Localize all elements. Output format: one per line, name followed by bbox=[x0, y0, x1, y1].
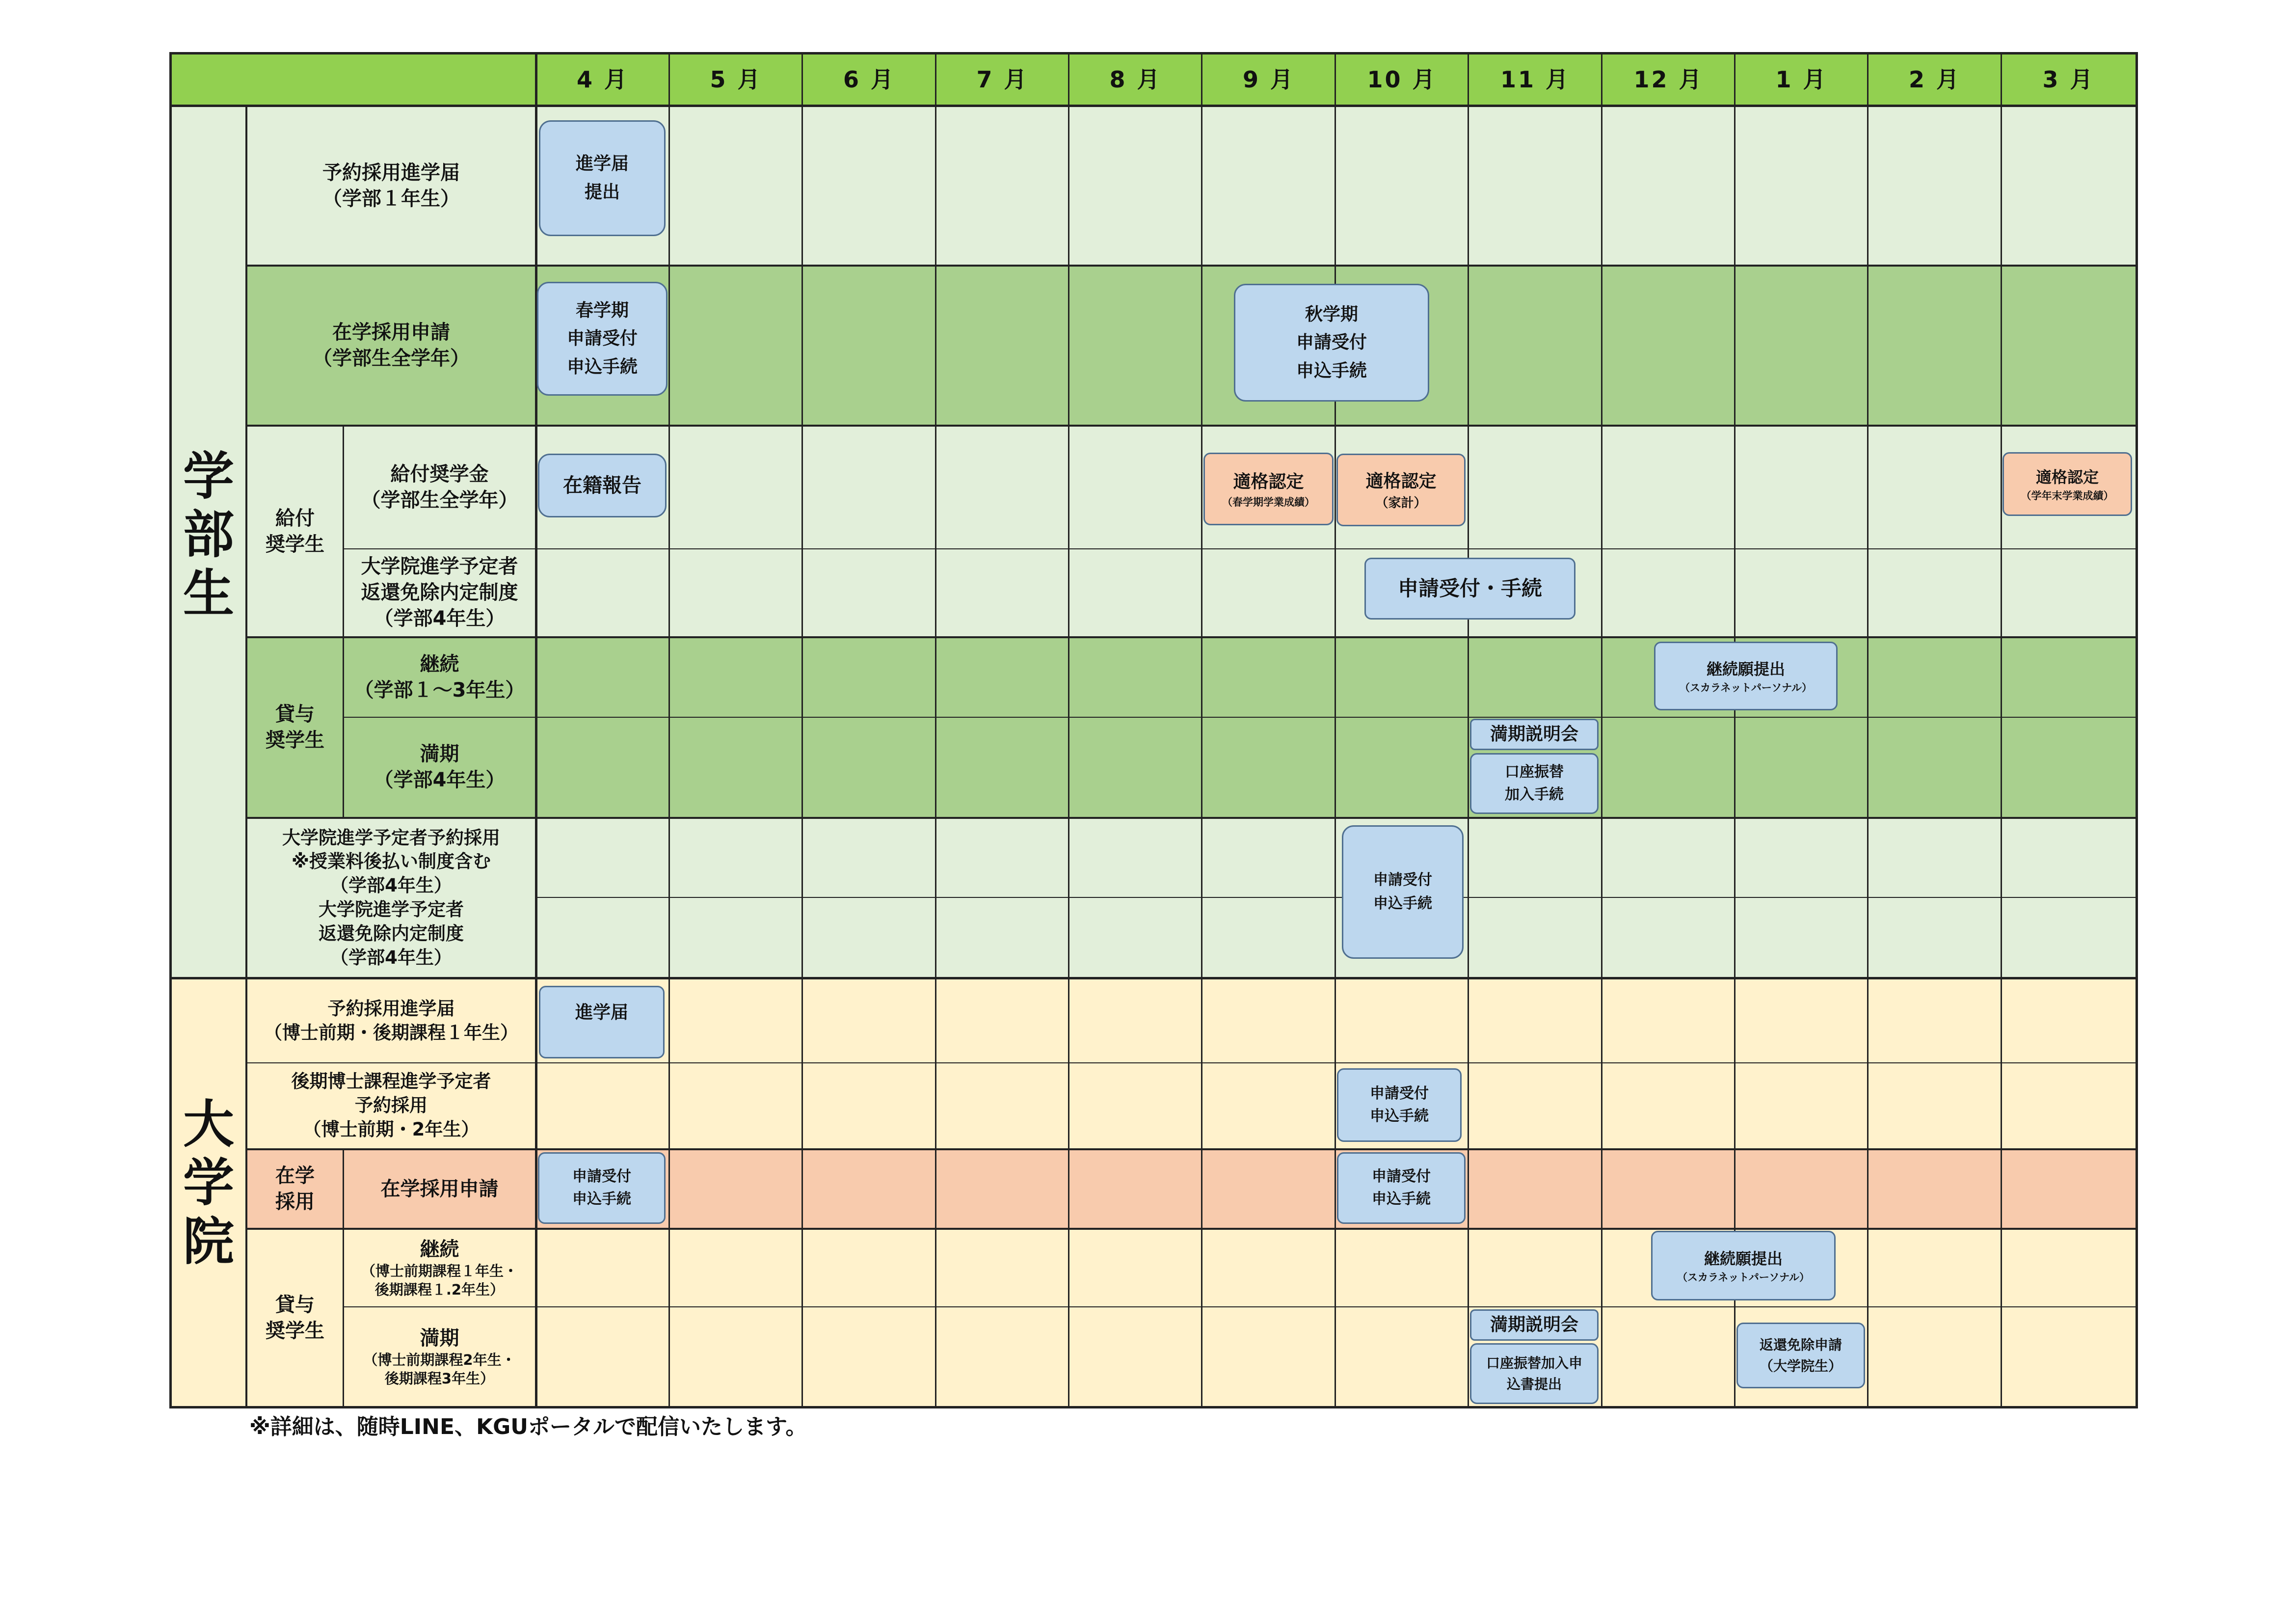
event-keizoku-grad bbox=[1651, 1231, 1836, 1300]
month-header: 1 月 bbox=[1775, 66, 1828, 93]
event-tekikaku-spring bbox=[1203, 453, 1334, 525]
event-shingaku-todoke-apr: 進学届 提出 bbox=[539, 120, 666, 236]
month-header: 6 月 bbox=[843, 66, 896, 93]
row-label-ug-zaigaku: 在学採用申請 （学部生全学年） bbox=[313, 321, 470, 370]
event-keizoku-ug-title: 継続願提出 bbox=[1706, 659, 1785, 678]
row-label-ug-manki: 満期 （学部4年生） bbox=[374, 743, 506, 791]
row-label-g-keizoku-sub: （博士前期課程１年生・ 後期課程１.2年生） bbox=[361, 1263, 518, 1298]
row-label-g-keizoku-title: 継続 bbox=[420, 1238, 459, 1261]
grid-line bbox=[1734, 53, 1735, 1407]
section-label-grad: 大 学 院 bbox=[183, 1094, 234, 1272]
event-tekikaku-kakei-title: 適格認定 bbox=[1365, 471, 1437, 492]
event-manki-setsumeikai-grad: 満期説明会 bbox=[1470, 1309, 1599, 1341]
row-label-g-kouki: 後期博士課程進学予定者 予約採用 （博士前期・2年生） bbox=[291, 1071, 491, 1140]
grid-line bbox=[536, 897, 2137, 898]
row-label-ug-gs-yoyaku: 大学院進学予定者予約採用 ※授業料後払い制度含む （学部4年生） 大学院進学予定者 返還免除内定制度 （学部4年生） bbox=[282, 827, 500, 968]
event-keizoku-grad-sub: （スカラネットパーソナル） bbox=[1677, 1272, 1810, 1284]
event-koza-furikae-ug: 口座振替 加入手続 bbox=[1470, 753, 1599, 814]
event-keizoku-ug bbox=[1654, 642, 1838, 710]
group-label-taiyo-grad: 貸与 奨学生 bbox=[266, 1293, 324, 1342]
grid-right-border bbox=[2136, 52, 2138, 1408]
month-header: 8 月 bbox=[1109, 66, 1162, 93]
month-header: 11 月 bbox=[1500, 66, 1571, 93]
grid-line bbox=[668, 53, 670, 1407]
row-label-g-manki-title: 満期 bbox=[420, 1326, 459, 1350]
event-henkan-menjo: 返還免除申請 （大学院生） bbox=[1736, 1323, 1865, 1388]
event-zaigaku-grad-oct: 申請受付 申込手続 bbox=[1337, 1152, 1466, 1224]
event-tekikaku-kakei bbox=[1336, 454, 1466, 526]
event-shinsei-tetsuzuki: 申請受付・手続 bbox=[1364, 558, 1575, 620]
row-label-g-zaigaku: 在学採用申請 bbox=[380, 1177, 499, 1200]
section-label-undergrad: 学 部 生 bbox=[183, 446, 234, 623]
event-keizoku-ug-sub: （スカラネットパーソナル） bbox=[1679, 682, 1813, 694]
month-header: 3 月 bbox=[2042, 66, 2095, 93]
event-zaigaku-grad-apr: 申請受付 申込手続 bbox=[538, 1152, 666, 1224]
event-autumn-application: 秋学期 申請受付 申込手続 bbox=[1234, 284, 1429, 402]
row-label-ug-keizoku: 継続 （学部１～3年生） bbox=[354, 653, 525, 702]
row-label-g-manki bbox=[344, 1307, 535, 1406]
event-koza-furikae-grad: 口座振替加入申 込書提出 bbox=[1470, 1343, 1599, 1404]
row-label-ug-yoyaku: 予約採用進学届 （学部１年生） bbox=[322, 161, 460, 210]
grid-line bbox=[801, 53, 803, 1407]
row-label-ug-kyufu-grad: 大学院進学予定者 返還免除内定制度 （学部4年生） bbox=[361, 555, 518, 630]
month-header: 4 月 bbox=[576, 66, 629, 93]
event-kouki-application: 申請受付 申込手続 bbox=[1337, 1068, 1462, 1142]
event-ug-grad-school-application: 申請受付 申込手続 bbox=[1342, 825, 1464, 959]
group-label-kyufu: 給付 奨学生 bbox=[266, 507, 324, 556]
event-spring-application: 春学期 申請受付 申込手続 bbox=[537, 282, 667, 396]
grid-line bbox=[1468, 53, 1469, 1407]
grid-bottom-border bbox=[170, 1406, 2137, 1408]
footnote: ※詳細は、随時LINE、KGUポータルで配信いたします。 bbox=[249, 1414, 807, 1439]
event-keizoku-grad-title: 継続願提出 bbox=[1704, 1249, 1783, 1268]
month-header: 12 月 bbox=[1633, 66, 1704, 93]
grid-line bbox=[1201, 53, 1202, 1407]
grid-line bbox=[1867, 53, 1869, 1407]
event-shingaku-todoke-grad: 進学届 bbox=[539, 986, 665, 1058]
month-header: 5 月 bbox=[710, 66, 762, 93]
event-tekikaku-yearend-sub: （学年末学業成績） bbox=[2021, 490, 2114, 502]
grid-line bbox=[2001, 53, 2002, 1407]
event-zaiseki-houkoku: 在籍報告 bbox=[538, 454, 667, 517]
event-tekikaku-spring-sub: （春学期学業成績） bbox=[1222, 496, 1315, 509]
row-label-g-keizoku bbox=[344, 1230, 535, 1306]
grid-line bbox=[935, 53, 936, 1407]
event-tekikaku-yearend-title: 適格認定 bbox=[2035, 467, 2099, 487]
group-label-zaigaku-grad: 在学 採用 bbox=[275, 1164, 315, 1213]
month-header: 7 月 bbox=[976, 66, 1029, 93]
row-label-g-manki-sub: （博士前期課程2年生・ 後期課程3年生） bbox=[363, 1351, 516, 1387]
grid-line bbox=[1068, 53, 1069, 1407]
grid-line bbox=[1335, 53, 1336, 1407]
grid-line bbox=[1601, 53, 1602, 1407]
event-tekikaku-yearend bbox=[2002, 452, 2132, 516]
grid-month-start bbox=[535, 53, 537, 1407]
row-label-ug-kyufu: 給付奨学金 （学部生全学年） bbox=[361, 463, 518, 512]
month-header: 9 月 bbox=[1242, 66, 1295, 93]
event-manki-setsumeikai-ug: 満期説明会 bbox=[1470, 719, 1599, 750]
event-tekikaku-kakei-sub: （家計） bbox=[1375, 496, 1427, 511]
group-label-taiyo-undergrad: 貸与 奨学生 bbox=[266, 703, 324, 752]
month-header: 10 月 bbox=[1367, 66, 1437, 93]
event-tekikaku-spring-title: 適格認定 bbox=[1233, 472, 1304, 492]
month-header: 2 月 bbox=[1908, 66, 1961, 93]
row-label-g-yoyaku: 予約採用進学届 （博士前期・後期課程１年生） bbox=[264, 998, 518, 1043]
